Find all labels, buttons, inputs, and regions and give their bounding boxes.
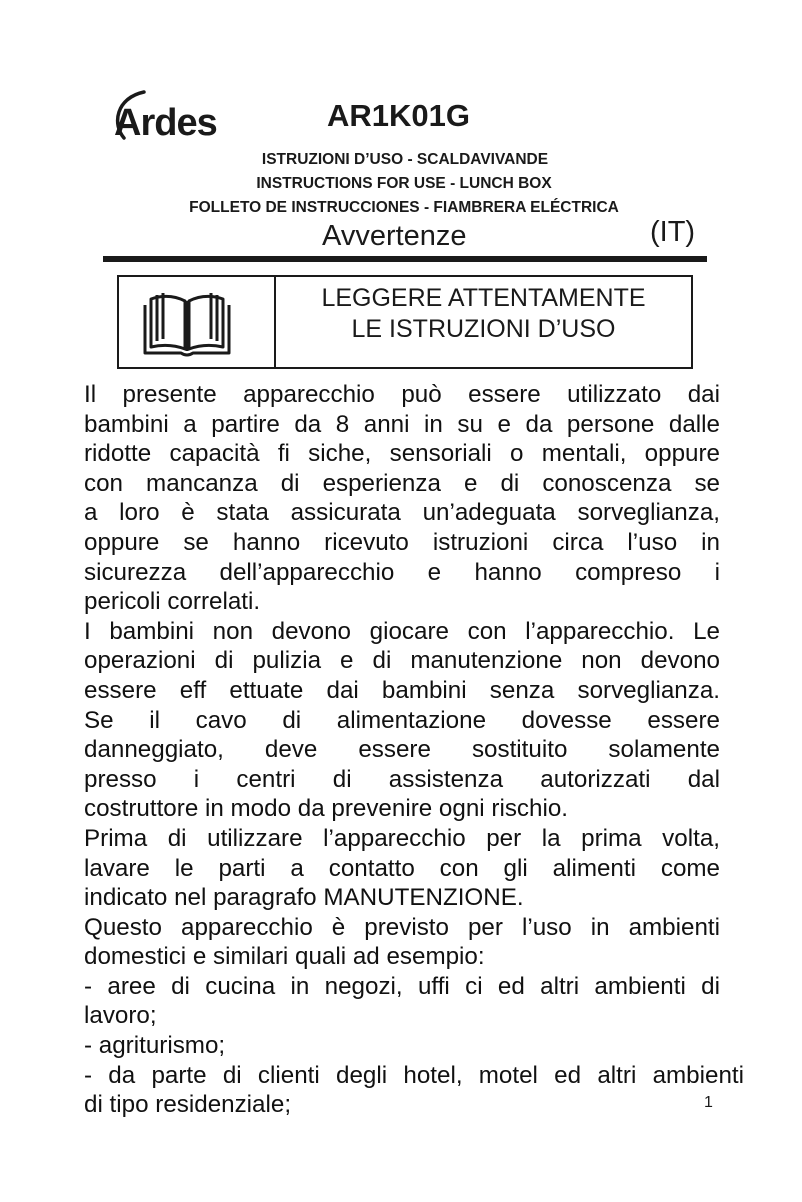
page-number: 1 [704,1094,713,1111]
brand-name: Ardes [114,102,217,144]
body-line: lavoro; [84,1002,157,1030]
body-line: bambini a partire da 8 anni in su e da persone dalle [84,410,720,438]
body-line: con mancanza di esperienza e di conoscenza se [84,469,720,497]
notice-line: LEGGERE ATTENTAMENTE [321,284,646,312]
notice-line: LE ISTRUZIONI D’USO [351,315,616,343]
open-book-icon [141,289,233,357]
body-line: essere eff ettuate dai bambini senza sorveglianza. [84,676,720,704]
body-line: ridotte capacità fi siche, sensoriali o mentali, oppure [84,440,720,468]
body-line: - agriturismo; [84,1032,226,1060]
warnings-body [84,380,744,1120]
subtitle-italian: ISTRUZIONI D’USO - SCALDAVIVANDE [261,151,549,168]
subtitle-english: INSTRUCTIONS FOR USE - LUNCH BOX [256,175,552,192]
body-line: pericoli correlati. [84,588,261,616]
language-code: (IT) [650,216,696,248]
body-line: Il presente apparecchio può essere utilizzato dai [84,381,720,408]
body-line: oppure se hanno ricevuto istruzioni circa l’uso in [84,528,720,556]
model-number: AR1K01G [327,98,470,133]
body-line: di tipo residenziale; [84,1091,292,1119]
body-line: lavare le parti a contatto con gli alimenti come [84,854,720,882]
subtitle-spanish: FOLLETO DE INSTRUCCIONES - FIAMBRERA ELÉCTRICA [189,199,619,216]
body-line: Prima di utilizzare l’apparecchio per la prima volta, [84,824,720,852]
body-line: presso i centri di assistenza autorizzati dal [84,765,720,793]
notice-text [276,283,691,345]
body-line: domestici e similari quali ad esempio: [84,943,485,971]
body-line: indicato nel paragrafo MANUTENZIONE. [84,884,524,912]
body-line: operazioni di pulizia e di manutenzione non devono [84,647,720,675]
body-line: - aree di cucina in negozi, uffi ci ed altri ambienti di [84,972,720,1000]
notice-box [117,275,693,369]
body-line: I bambini non devono giocare con l’apparecchio. Le [84,617,720,645]
section-title: Avvertenze [322,220,467,252]
body-line: danneggiato, deve essere sostituito solamente [84,736,720,764]
body-line: costruttore in modo da prevenire ogni rischio. [84,795,568,823]
ardes-logo [104,86,254,146]
body-line: a loro è stata assicurata un’adeguata sorveglianza, [84,499,720,527]
body-line: Se il cavo di alimentazione dovesse essere [84,706,720,734]
body-line: - da parte di clienti degli hotel, motel ed altri ambienti [84,1061,744,1089]
header-divider [103,256,707,262]
body-line: sicurezza dell’apparecchio e hanno compreso i [84,558,720,586]
body-line: Questo apparecchio è previsto per l’uso in ambienti [84,913,720,941]
